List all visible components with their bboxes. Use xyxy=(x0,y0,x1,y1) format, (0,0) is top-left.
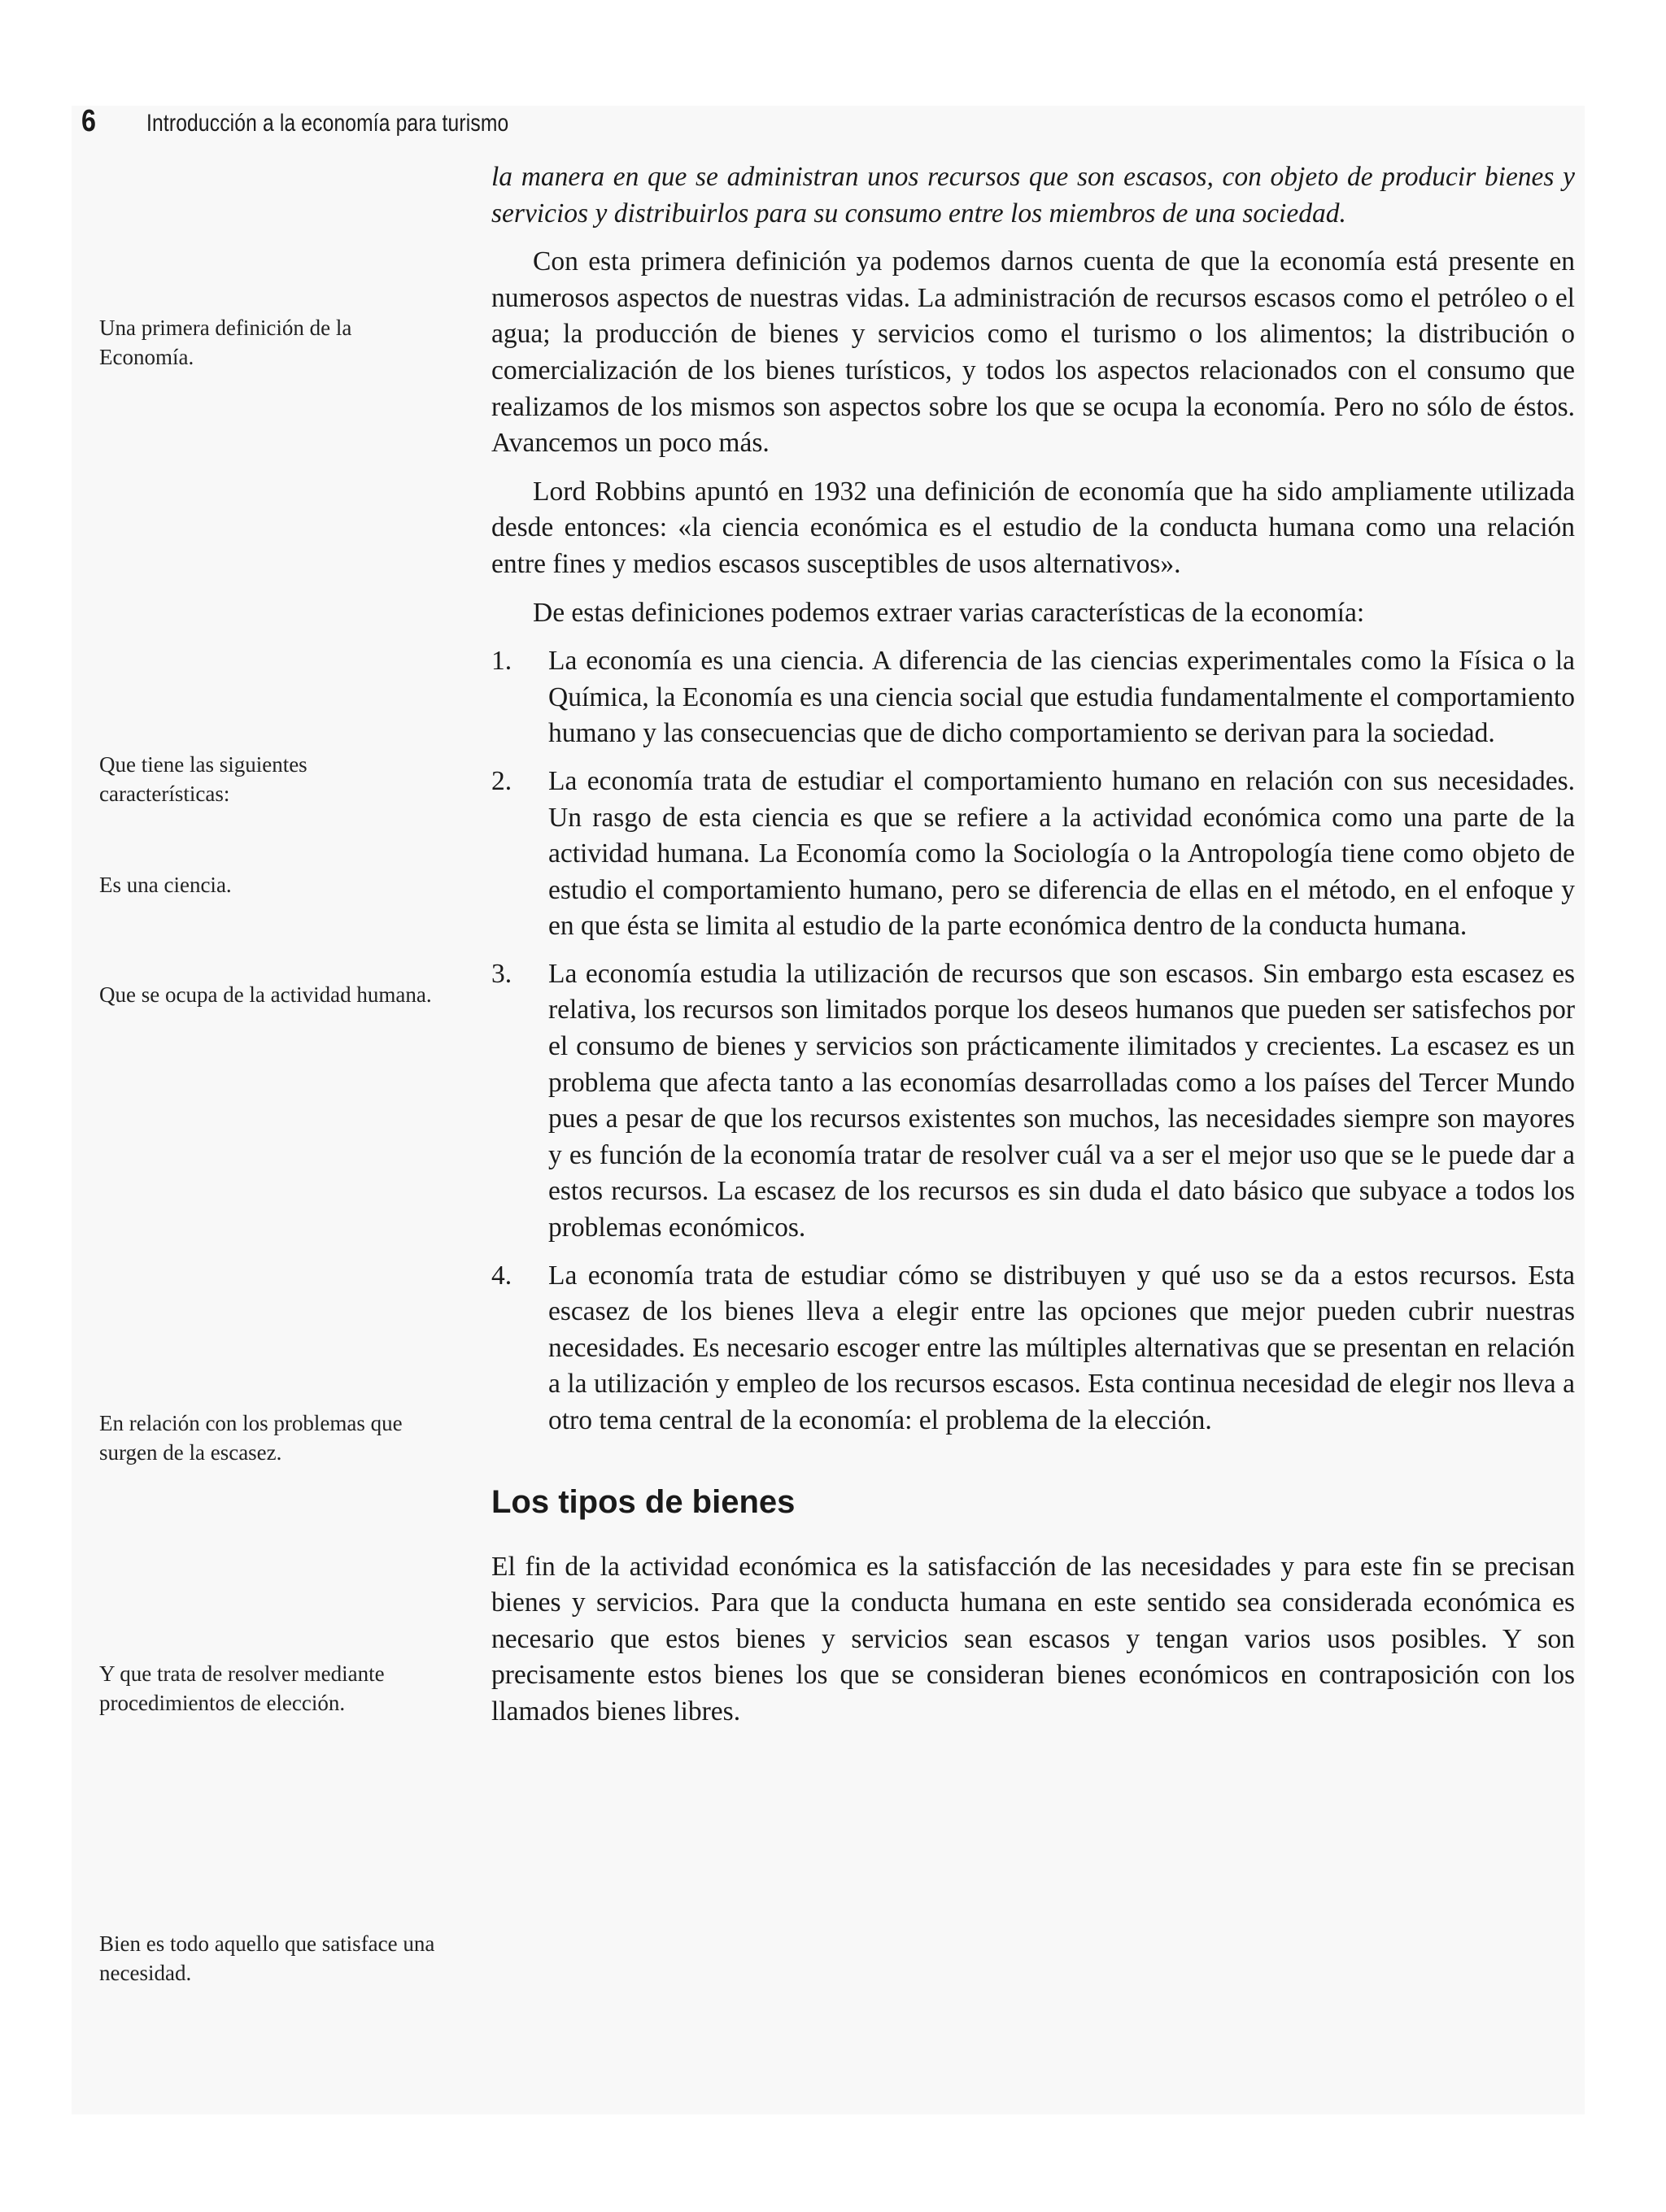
margin-note: Que tiene las siguientes características: xyxy=(99,752,307,806)
characteristics-list xyxy=(491,643,1575,1439)
list-item-number: 1. xyxy=(491,646,512,677)
margin-note: Que se ocupa de la actividad humana. xyxy=(99,982,432,1007)
page-number: 6 xyxy=(81,104,96,138)
list-item xyxy=(491,643,1575,752)
list-item-number: 3. xyxy=(491,958,512,989)
margin-note: Es una ciencia. xyxy=(99,873,232,897)
list-item-text: La economía trata de estudiar el comportamiento humano en relación con sus necesidades. Un rasgo de esta ciencia es que se refiere a la actividad económica como una parte de la actividad humana. La Economía como la Sociología o la Antropología tiene como objeto de estudio el comportamiento humano, pero se diferencia de ellas en el método, en el enfoque y en que ésta se limita al estudio de la parte económica dentro de la conducta humana. xyxy=(548,765,1575,942)
list-item-text: La economía trata de estudiar cómo se distribuyen y qué uso se da a estos recursos. Esta escasez de los bienes lleva a elegir entre las opciones que mejor pueden cubrir nuestras necesidades. Es necesario escoger entre las múltiples alternativas que se presentan en relación a la utilización y empleo de los recursos escasos. Esta continua necesidad de elegir nos lleva a otro tema central de la economía: el problema de la elección. xyxy=(548,1260,1575,1435)
list-item-text: La economía estudia la utilización de recursos que son escasos. Sin embargo esta escasez es relativa, los recursos son limitados porque los deseos humanos que pueden ser satisfechos por el consumo de bienes y servicios son prácticamente ilimitados y crecientes. La escasez es un problema que afecta tanto a las economías desarrolladas como a los países del Tercer Mundo pues a pesar de que los recursos existentes son muchos, las necesidades siempre son mayores y es función de la economía tratar de resolver cuál va a ser el mejor uso que se le puede dar a estos recursos. La escasez de los recursos es sin duda el dato básico que subyace a todos los problemas económicos. xyxy=(548,958,1575,1243)
intro-definition: la manera en que se administran unos recursos que son escasos, con objeto de producir bienes y servicios y distribuirlos para su consumo entre los miembros de una sociedad. xyxy=(491,162,1575,229)
paragraph: Con esta primera definición ya podemos darnos cuenta de que la economía está presente en numerosos aspectos de nuestras vidas. La administración de recursos escasos como el petróleo o el agua; la producción de bienes y servicios como el turismo o los alimentos; la distribución o comercialización de los bienes turísticos, y todos los aspectos relacionados con el consumo que realizamos de los mismos son aspectos sobre los que se ocupa la economía. Pero no sólo de éstos. Avancemos un poco más. xyxy=(491,246,1575,459)
paragraph: De estas definiciones podemos extraer varias características de la economía: xyxy=(533,597,1365,628)
running-header xyxy=(81,104,588,145)
margin-note: Y que trata de resolver mediante procedimientos de elección. xyxy=(99,1661,385,1715)
list-item xyxy=(491,1258,1575,1439)
section-heading: Los tipos de bienes xyxy=(491,1483,796,1520)
list-item xyxy=(491,956,1575,1247)
running-title: Introducción a la economía para turismo xyxy=(146,110,509,137)
list-item-number: 4. xyxy=(491,1260,512,1291)
list-item-number: 2. xyxy=(491,765,512,796)
list-item xyxy=(491,764,1575,945)
main-text-column xyxy=(491,159,1575,1743)
paragraph: El fin de la actividad económica es la satisfacción de las necesidades y para este fin se precisan bienes y servicios. Para que la conducta humana en este sentido sea considerada económica es necesario que estos bienes y servicios sean escasos y tengan varios usos posibles. Y son precisamente estos bienes los que se consideran bienes económicos en contraposición con los llamados bienes libres. xyxy=(491,1551,1575,1726)
margin-note: Una primera definición de la Economía. xyxy=(99,316,352,369)
margin-note: Bien es todo aquello que satisface una necesidad. xyxy=(99,1931,435,1985)
margin-note: En relación con los problemas que surgen de la escasez. xyxy=(99,1411,403,1465)
list-item-text: La economía es una ciencia. A diferencia de las ciencias experimentales como la Física o la Química, la Economía es una ciencia social que estudia fundamentalmente el comportamiento humano y las consecuencias que de dicho comportamiento se derivan para la sociedad. xyxy=(548,646,1575,749)
paragraph: Lord Robbins apuntó en 1932 una definición de economía que ha sido ampliamente utilizada desde entonces: «la ciencia económica es el estudio de la conducta humana como una relación entre fines y medios escasos susceptibles de usos alternativos». xyxy=(491,476,1575,579)
